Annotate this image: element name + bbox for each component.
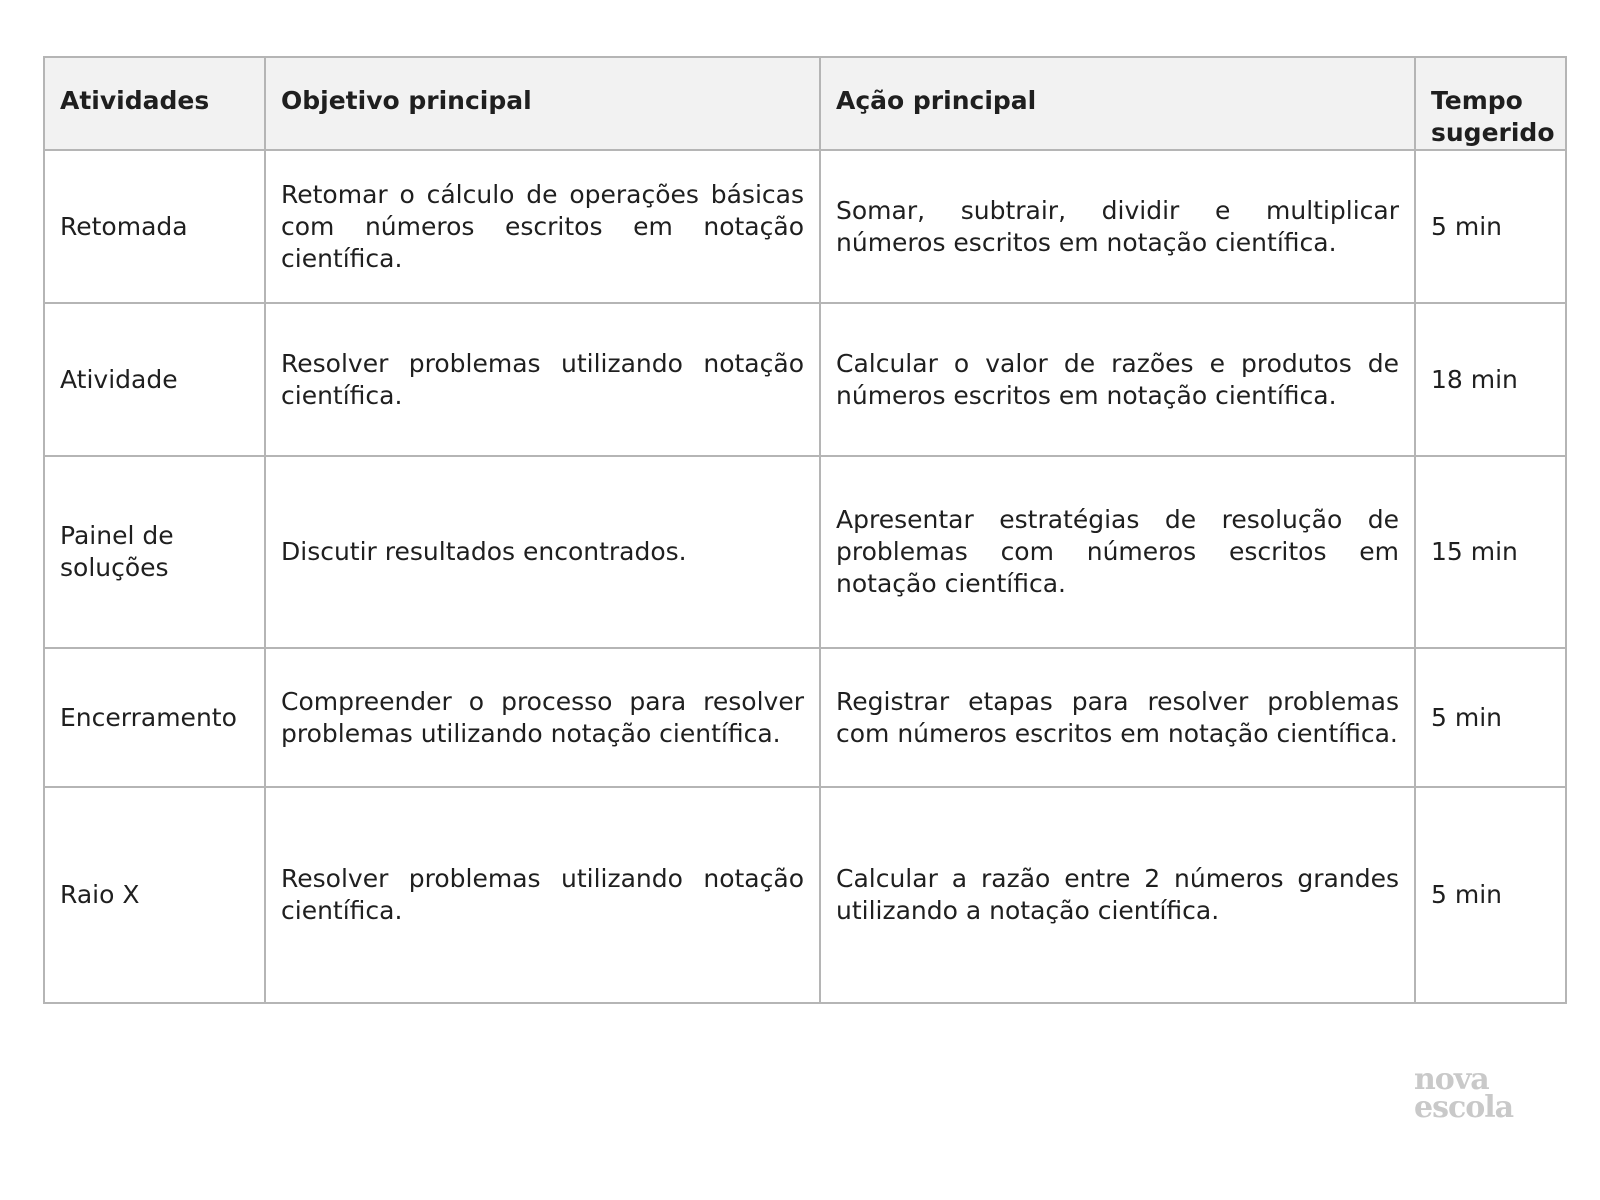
- cell-atividade: Encerramento: [44, 648, 265, 787]
- cell-objetivo: Retomar o cálculo de operações básicas com números escritos em notação científica.: [265, 150, 820, 303]
- cell-atividade: Painel de soluções: [44, 456, 265, 648]
- cell-acao: Calcular a razão entre 2 números grandes utilizando a notação científica.: [820, 787, 1415, 1003]
- cell-acao: Somar, subtrair, dividir e multiplicar números escritos em notação científica.: [820, 150, 1415, 303]
- cell-acao: Calcular o valor de razões e produtos de números escritos em notação científica.: [820, 303, 1415, 456]
- table-row: [44, 150, 1566, 303]
- cell-atividade: Retomada: [44, 150, 265, 303]
- logo-line-nova: nova: [1414, 1062, 1489, 1097]
- cell-objetivo: Resolver problemas utilizando notação científica.: [265, 787, 820, 1003]
- table-row: [44, 456, 1566, 648]
- cell-tempo: 5 min: [1415, 648, 1566, 787]
- cell-tempo: 5 min: [1415, 150, 1566, 303]
- cell-tempo: 15 min: [1415, 456, 1566, 648]
- cell-atividade: Atividade: [44, 303, 265, 456]
- cell-acao: Registrar etapas para resolver problemas com números escritos em notação científica.: [820, 648, 1415, 787]
- header-atividades: Atividades: [44, 57, 265, 150]
- header-objetivo-principal: Objetivo principal: [265, 57, 820, 150]
- header-tempo-sugerido: Tempo sugerido: [1415, 57, 1566, 150]
- logo-line-escola: escola: [1414, 1090, 1514, 1125]
- cell-objetivo: Resolver problemas utilizando notação científica.: [265, 303, 820, 456]
- cell-tempo: 18 min: [1415, 303, 1566, 456]
- cell-acao: Apresentar estratégias de resolução de problemas com números escritos em notação científica.: [820, 456, 1415, 648]
- table-row: [44, 303, 1566, 456]
- cell-tempo: 5 min: [1415, 787, 1566, 1003]
- cell-objetivo: Discutir resultados encontrados.: [265, 456, 820, 648]
- cell-atividade: Raio X: [44, 787, 265, 1003]
- table-row: [44, 648, 1566, 787]
- table-header: [44, 57, 1566, 150]
- nova-escola-logo: [1414, 1062, 1534, 1125]
- lesson-plan-table: [43, 56, 1567, 1004]
- header-acao-principal: Ação principal: [820, 57, 1415, 150]
- cell-objetivo: Compreender o processo para resolver problemas utilizando notação científica.: [265, 648, 820, 787]
- table-row: [44, 787, 1566, 1003]
